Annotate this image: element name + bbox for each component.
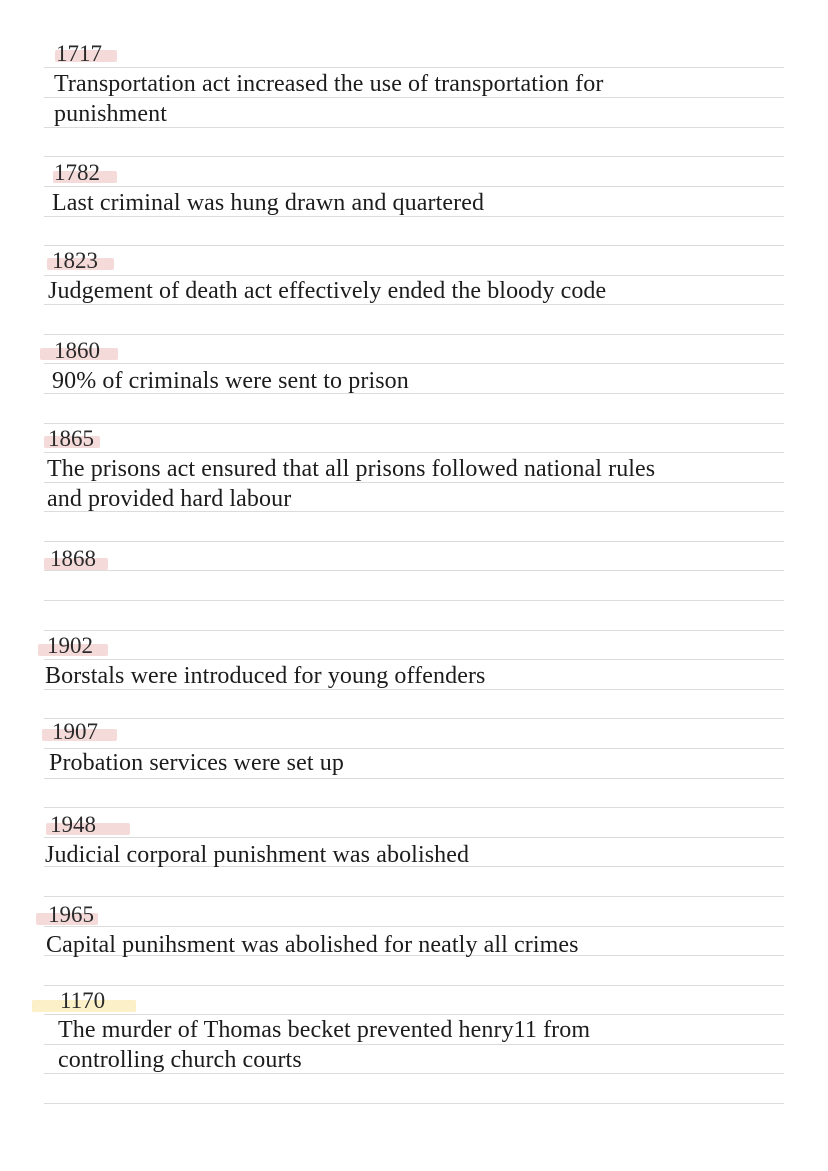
ruled-line: [44, 985, 784, 986]
ruled-line: [44, 570, 784, 571]
ruled-line: [44, 186, 784, 187]
ruled-line: [44, 896, 784, 897]
entry-text: Transportation act increased the use of transportation for: [54, 71, 604, 97]
ruled-line: [44, 156, 784, 157]
ruled-line: [44, 1103, 784, 1104]
entry-text: Borstals were introduced for young offenders: [45, 663, 486, 689]
year-label: 1965: [48, 902, 94, 927]
year-label: 1865: [48, 426, 94, 451]
entry-text: and provided hard labour: [47, 486, 292, 512]
entry-text: Judicial corporal punishment was abolished: [45, 842, 470, 868]
ruled-line: [44, 334, 784, 335]
year-label: 1717: [56, 41, 102, 66]
entry-text: Last criminal was hung drawn and quartered: [52, 190, 485, 216]
ruled-line: [44, 926, 784, 927]
entry-text: Judgement of death act effectively ended the bloody code: [48, 278, 607, 304]
ruled-line: [44, 245, 784, 246]
ruled-line: [44, 452, 784, 453]
ruled-line: [44, 600, 784, 601]
ruled-line: [44, 275, 784, 276]
ruled-line: [44, 423, 784, 424]
entry-text: The murder of Thomas becket prevented henry11 from: [58, 1017, 591, 1043]
year-label: 1868: [50, 546, 96, 571]
ruled-line: [44, 1014, 784, 1015]
year-label: 1860: [54, 338, 100, 363]
ruled-line: [44, 837, 784, 838]
entry-text: controlling church courts: [58, 1047, 302, 1073]
ruled-line: [44, 363, 784, 364]
year-label: 1782: [54, 160, 100, 185]
year-label: 1823: [52, 248, 98, 273]
year-label: 1948: [50, 812, 96, 837]
ruled-line: [44, 541, 784, 542]
year-label: 1170: [60, 988, 106, 1013]
ruled-line: [44, 630, 784, 631]
year-label: 1907: [52, 719, 98, 744]
entry-text: 90% of criminals were sent to prison: [52, 368, 409, 394]
entry-text: punishment: [54, 101, 167, 127]
entry-text: Probation services were set up: [49, 750, 344, 776]
entry-text: The prisons act ensured that all prisons followed national rules: [47, 456, 656, 482]
ruled-line: [44, 67, 784, 68]
ruled-line: [44, 718, 784, 719]
ruled-line: [44, 778, 784, 779]
entry-text: Capital punihsment was abolished for neatly all crimes: [46, 932, 579, 958]
year-label: 1902: [47, 633, 93, 658]
ruled-line: [44, 807, 784, 808]
ruled-line: [44, 659, 784, 660]
